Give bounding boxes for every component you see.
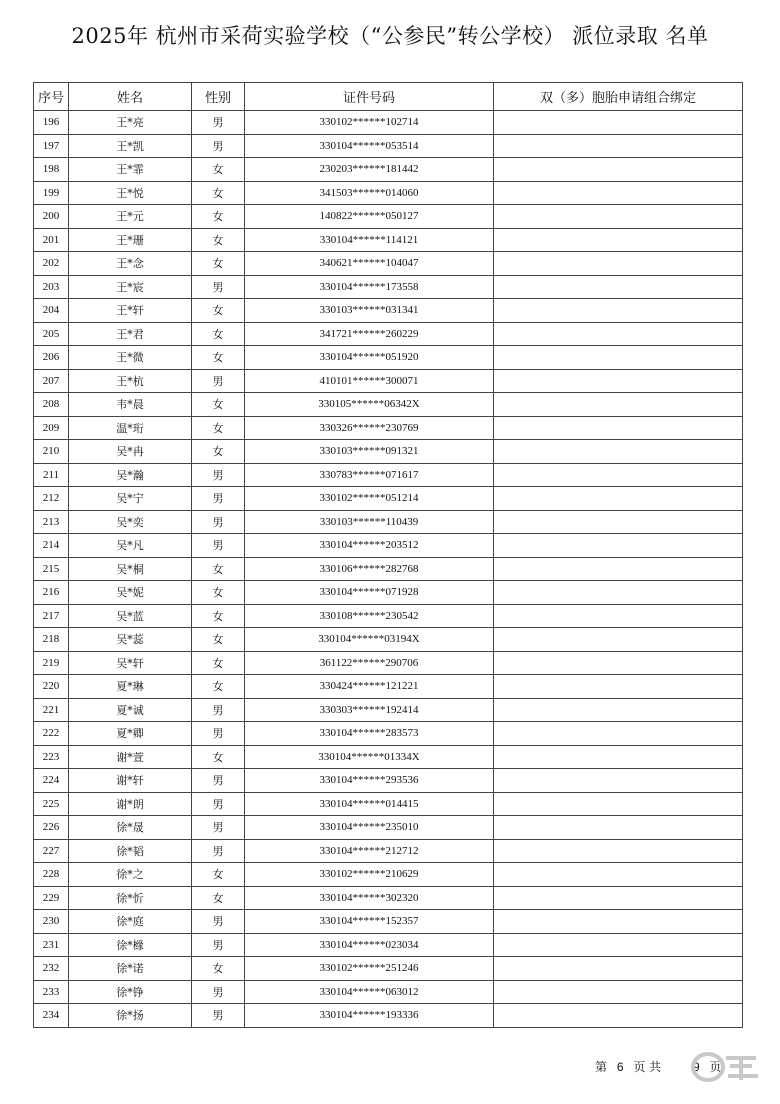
cell-twin-binding [494,604,743,628]
cell-gender: 女 [192,628,245,652]
cell-id-number: 330103******031341 [245,299,494,323]
table-row [34,581,743,605]
cell-gender: 女 [192,557,245,581]
cell-twin-binding [494,463,743,487]
cell-seq: 208 [34,393,69,417]
cell-seq: 224 [34,769,69,793]
table-row [34,1004,743,1028]
table-row [34,299,743,323]
table-row [34,346,743,370]
cell-seq: 217 [34,604,69,628]
cell-name: 温*珩 [69,416,192,440]
footer-prefix: 第 [595,1060,608,1074]
table-header-row [34,83,743,111]
cell-name: 谢*萱 [69,745,192,769]
cell-twin-binding [494,534,743,558]
table-row [34,886,743,910]
cell-name: 徐*忻 [69,886,192,910]
cell-id-number: 330104******212712 [245,839,494,863]
cell-id-number: 330104******051920 [245,346,494,370]
cell-twin-binding [494,228,743,252]
cell-name: 谢*轩 [69,769,192,793]
cell-seq: 207 [34,369,69,393]
column-header-id-number: 证件号码 [245,83,494,111]
cell-twin-binding [494,393,743,417]
cell-id-number: 330102******051214 [245,487,494,511]
cell-twin-binding [494,181,743,205]
cell-twin-binding [494,346,743,370]
cell-twin-binding [494,839,743,863]
cell-gender: 女 [192,440,245,464]
cell-id-number: 330104******063012 [245,980,494,1004]
table-row [34,698,743,722]
cell-twin-binding [494,863,743,887]
cell-gender: 男 [192,698,245,722]
cell-id-number: 330326******230769 [245,416,494,440]
cell-twin-binding [494,299,743,323]
cell-twin-binding [494,322,743,346]
cell-seq: 221 [34,698,69,722]
cell-name: 徐*晟 [69,816,192,840]
cell-twin-binding [494,651,743,675]
table-row [34,487,743,511]
cell-seq: 213 [34,510,69,534]
cell-name: 夏*诚 [69,698,192,722]
cell-twin-binding [494,886,743,910]
column-header-twin-binding: 双（多）胞胎申请组合绑定 [494,83,743,111]
cell-name: 徐*扬 [69,1004,192,1028]
table-row [34,228,743,252]
cell-twin-binding [494,369,743,393]
cell-twin-binding [494,252,743,276]
cell-name: 王*悦 [69,181,192,205]
table-row [34,369,743,393]
cell-seq: 204 [34,299,69,323]
watermark-logo-icon [686,1050,766,1084]
cell-seq: 233 [34,980,69,1004]
cell-name: 徐*橼 [69,933,192,957]
cell-name: 王*念 [69,252,192,276]
cell-name: 王*元 [69,205,192,229]
table-row [34,957,743,981]
cell-twin-binding [494,275,743,299]
cell-name: 夏*琳 [69,675,192,699]
cell-seq: 210 [34,440,69,464]
cell-id-number: 330104******114121 [245,228,494,252]
cell-name: 王*珊 [69,228,192,252]
table-row [34,628,743,652]
cell-twin-binding [494,816,743,840]
cell-seq: 203 [34,275,69,299]
cell-name: 徐*诺 [69,957,192,981]
column-header-name: 姓名 [69,83,192,111]
cell-id-number: 330104******053514 [245,134,494,158]
cell-name: 吴*冉 [69,440,192,464]
cell-twin-binding [494,111,743,135]
cell-gender: 女 [192,745,245,769]
table-row [34,440,743,464]
table-row [34,910,743,934]
table-row [34,416,743,440]
page-title: 2025年 杭州市采荷实验学校（“公参民”转公学校） 派位录取 名单 [71,24,709,48]
table-row [34,675,743,699]
cell-seq: 201 [34,228,69,252]
cell-seq: 218 [34,628,69,652]
table-row [34,510,743,534]
cell-name: 王*杭 [69,369,192,393]
cell-id-number: 330102******210629 [245,863,494,887]
cell-seq: 225 [34,792,69,816]
cell-twin-binding [494,1004,743,1028]
table-row [34,534,743,558]
cell-id-number: 330106******282768 [245,557,494,581]
table-row [34,158,743,182]
cell-gender: 男 [192,769,245,793]
table-row [34,111,743,135]
cell-gender: 男 [192,839,245,863]
table-row [34,322,743,346]
cell-gender: 男 [192,275,245,299]
cell-id-number: 330102******251246 [245,957,494,981]
cell-name: 徐*之 [69,863,192,887]
footer-page-number: 6 [616,1060,624,1074]
cell-gender: 男 [192,111,245,135]
cell-gender: 男 [192,910,245,934]
cell-name: 吴*宁 [69,487,192,511]
cell-id-number: 330104******193336 [245,1004,494,1028]
cell-name: 王*霏 [69,158,192,182]
cell-gender: 男 [192,134,245,158]
cell-id-number: 330104******235010 [245,816,494,840]
cell-twin-binding [494,440,743,464]
footer-suffix: 页 [709,1060,722,1074]
cell-name: 王*宸 [69,275,192,299]
table-row [34,745,743,769]
cell-gender: 女 [192,604,245,628]
footer-middle: 页 共 [633,1060,662,1074]
cell-id-number: 330108******230542 [245,604,494,628]
cell-id-number: 330102******102714 [245,111,494,135]
cell-gender: 男 [192,816,245,840]
table-row [34,275,743,299]
cell-gender: 女 [192,158,245,182]
table-body [34,111,743,1028]
cell-name: 王*轩 [69,299,192,323]
cell-gender: 女 [192,228,245,252]
cell-id-number: 330424******121221 [245,675,494,699]
table-row [34,604,743,628]
cell-name: 吴*桐 [69,557,192,581]
cell-name: 王*君 [69,322,192,346]
cell-gender: 女 [192,299,245,323]
cell-id-number: 330104******03194X [245,628,494,652]
cell-id-number: 330303******192414 [245,698,494,722]
cell-name: 徐*铮 [69,980,192,1004]
table-row [34,651,743,675]
cell-twin-binding [494,722,743,746]
cell-id-number: 330103******110439 [245,510,494,534]
table-row [34,557,743,581]
cell-seq: 206 [34,346,69,370]
cell-id-number: 330103******091321 [245,440,494,464]
cell-seq: 230 [34,910,69,934]
cell-gender: 女 [192,863,245,887]
cell-name: 吴*妮 [69,581,192,605]
table-row [34,393,743,417]
cell-twin-binding [494,675,743,699]
table-row [34,769,743,793]
cell-twin-binding [494,698,743,722]
cell-name: 王*微 [69,346,192,370]
cell-gender: 女 [192,346,245,370]
table-row [34,980,743,1004]
cell-id-number: 361122******290706 [245,651,494,675]
table-row [34,863,743,887]
cell-id-number: 330104******152357 [245,910,494,934]
cell-gender: 男 [192,510,245,534]
cell-gender: 女 [192,322,245,346]
cell-twin-binding [494,792,743,816]
cell-gender: 女 [192,581,245,605]
cell-seq: 234 [34,1004,69,1028]
cell-gender: 女 [192,393,245,417]
cell-id-number: 330104******203512 [245,534,494,558]
cell-id-number: 330104******293536 [245,769,494,793]
cell-gender: 女 [192,416,245,440]
cell-name: 谢*朗 [69,792,192,816]
cell-name: 吴*奕 [69,510,192,534]
cell-twin-binding [494,510,743,534]
cell-twin-binding [494,769,743,793]
cell-seq: 220 [34,675,69,699]
cell-id-number: 340621******104047 [245,252,494,276]
table-row [34,792,743,816]
cell-name: 徐*庭 [69,910,192,934]
cell-seq: 209 [34,416,69,440]
cell-gender: 男 [192,980,245,1004]
cell-gender: 男 [192,792,245,816]
cell-name: 吴*蕊 [69,628,192,652]
cell-gender: 女 [192,181,245,205]
cell-seq: 228 [34,863,69,887]
cell-id-number: 330104******014415 [245,792,494,816]
cell-id-number: 330104******01334X [245,745,494,769]
cell-twin-binding [494,205,743,229]
cell-seq: 215 [34,557,69,581]
cell-twin-binding [494,134,743,158]
cell-name: 王*亮 [69,111,192,135]
cell-twin-binding [494,628,743,652]
cell-id-number: 330104******173558 [245,275,494,299]
cell-id-number: 341721******260229 [245,322,494,346]
cell-gender: 男 [192,534,245,558]
table-row [34,816,743,840]
cell-name: 吴*凡 [69,534,192,558]
cell-seq: 216 [34,581,69,605]
cell-twin-binding [494,910,743,934]
cell-gender: 男 [192,463,245,487]
cell-id-number: 330783******071617 [245,463,494,487]
cell-seq: 223 [34,745,69,769]
cell-seq: 227 [34,839,69,863]
cell-seq: 198 [34,158,69,182]
cell-id-number: 330105******06342X [245,393,494,417]
cell-seq: 232 [34,957,69,981]
cell-seq: 219 [34,651,69,675]
cell-id-number: 230203******181442 [245,158,494,182]
cell-gender: 女 [192,886,245,910]
cell-twin-binding [494,416,743,440]
cell-seq: 202 [34,252,69,276]
cell-seq: 199 [34,181,69,205]
cell-seq: 229 [34,886,69,910]
cell-twin-binding [494,957,743,981]
column-header-gender: 性别 [192,83,245,111]
table-row [34,134,743,158]
cell-twin-binding [494,980,743,1004]
cell-seq: 222 [34,722,69,746]
cell-gender: 女 [192,675,245,699]
cell-twin-binding [494,933,743,957]
cell-gender: 男 [192,933,245,957]
cell-id-number: 330104******071928 [245,581,494,605]
cell-twin-binding [494,557,743,581]
cell-twin-binding [494,158,743,182]
table-row [34,839,743,863]
cell-twin-binding [494,487,743,511]
table-row [34,252,743,276]
cell-id-number: 330104******023034 [245,933,494,957]
cell-gender: 男 [192,1004,245,1028]
table-row [34,181,743,205]
cell-gender: 男 [192,487,245,511]
table-row [34,205,743,229]
cell-gender: 女 [192,651,245,675]
cell-seq: 196 [34,111,69,135]
cell-name: 夏*卿 [69,722,192,746]
cell-name: 吴*瀚 [69,463,192,487]
table-row [34,722,743,746]
admission-list-table [33,82,743,1028]
cell-name: 吴*蓝 [69,604,192,628]
cell-name: 吴*轩 [69,651,192,675]
cell-gender: 男 [192,722,245,746]
cell-id-number: 330104******302320 [245,886,494,910]
table-row [34,933,743,957]
cell-seq: 211 [34,463,69,487]
table-row [34,463,743,487]
cell-gender: 女 [192,957,245,981]
cell-twin-binding [494,581,743,605]
cell-gender: 男 [192,369,245,393]
cell-name: 韦*晨 [69,393,192,417]
cell-seq: 231 [34,933,69,957]
cell-seq: 200 [34,205,69,229]
cell-id-number: 330104******283573 [245,722,494,746]
cell-name: 王*凯 [69,134,192,158]
column-header-seq: 序号 [34,83,69,111]
cell-gender: 女 [192,205,245,229]
cell-name: 徐*韬 [69,839,192,863]
cell-id-number: 341503******014060 [245,181,494,205]
cell-twin-binding [494,745,743,769]
footer-total-pages: 9 [693,1060,700,1074]
cell-seq: 197 [34,134,69,158]
cell-seq: 226 [34,816,69,840]
cell-id-number: 140822******050127 [245,205,494,229]
cell-seq: 214 [34,534,69,558]
cell-seq: 205 [34,322,69,346]
cell-id-number: 410101******300071 [245,369,494,393]
cell-gender: 女 [192,252,245,276]
cell-seq: 212 [34,487,69,511]
